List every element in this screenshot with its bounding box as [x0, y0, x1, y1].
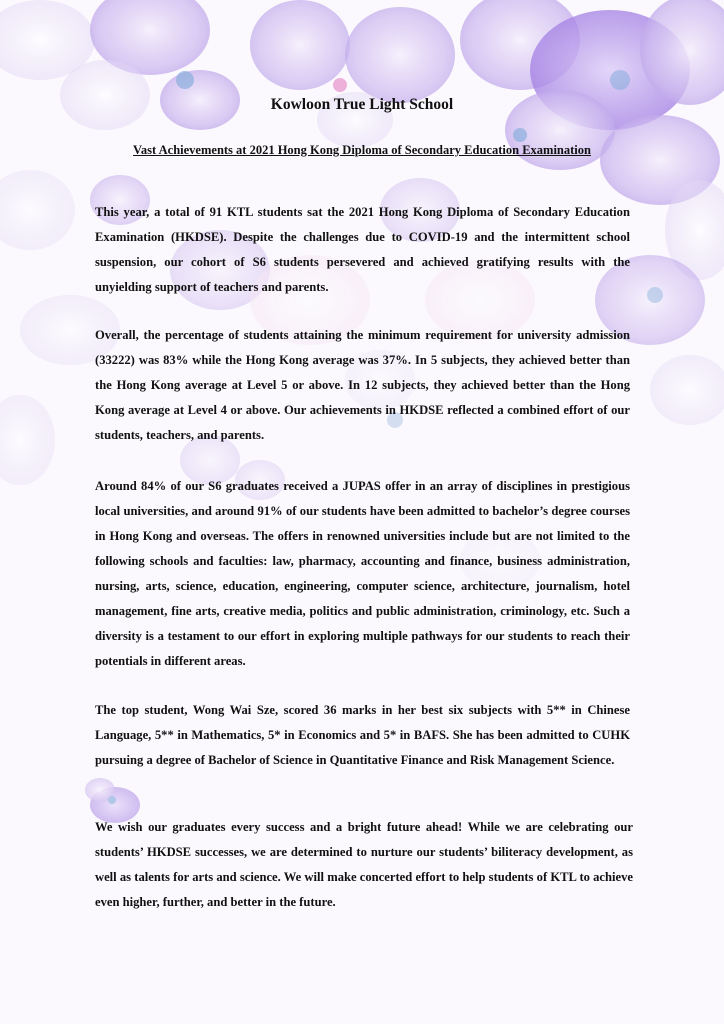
school-name: Kowloon True Light School: [270, 96, 454, 113]
paragraph-overall-results: Overall, the percentage of students attaining the minimum requirement for university admission (33222) was 83% while the Hong Kong average was 37%. In 5 subjects, they achieved better than the Hong Kong average at Level 5 or above. In 12 subjects, they achieved better than the Hong Kong average at Level 4 or above. Our achievements in HKDSE reflected a combined effort of our students, teachers, and parents.: [95, 328, 630, 442]
paragraph-top-student: The top student, Wong Wai Sze, scored 36 marks in her best six subjects with 5** in Chinese Language, 5** in Mathematics, 5* in Economics and 5* in BAFS. She has been admitted to CUHK pursuing a degree of Bachelor of Science in Quantitative Finance and Risk Management Science.: [95, 703, 630, 767]
paragraph-university-offers: Around 84% of our S6 graduates received a JUPAS offer in an array of disciplines in prestigious local universities, and around 91% of our students have been admitted to bachelor’s degree courses in Hong Kong and overseas. The offers in renowned universities include but are not limited to the following schools and faculties: law, pharmacy, accounting and finance, business administration, nursing, arts, science, education, engineering, computer science, architecture, journalism, hotel management, fine arts, creative media, politics and public administration, criminology, etc. Such a diversity is a testament to our effort in exploring multiple pathways for our students to reach their potentials in different areas.: [95, 479, 630, 668]
page-headline: Vast Achievements at 2021 Hong Kong Diploma of Secondary Education Examination: [133, 143, 591, 157]
paragraph-closing: We wish our graduates every success and a bright future ahead! While we are celebrating our students’ HKDSE successes, we are determined to nurture our students’ biliteracy development, as well as talents for arts and science. We will make concerted effort to help students of KTL to achieve even higher, further, and better in the future.: [95, 820, 633, 909]
paragraph-intro: This year, a total of 91 KTL students sat the 2021 Hong Kong Diploma of Secondary Education Examination (HKDSE). Despite the challenges due to COVID-19 and the intermittent school suspension, our cohort of S6 students persevered and achieved gratifying results with the unyielding support of teachers and parents.: [95, 205, 630, 294]
